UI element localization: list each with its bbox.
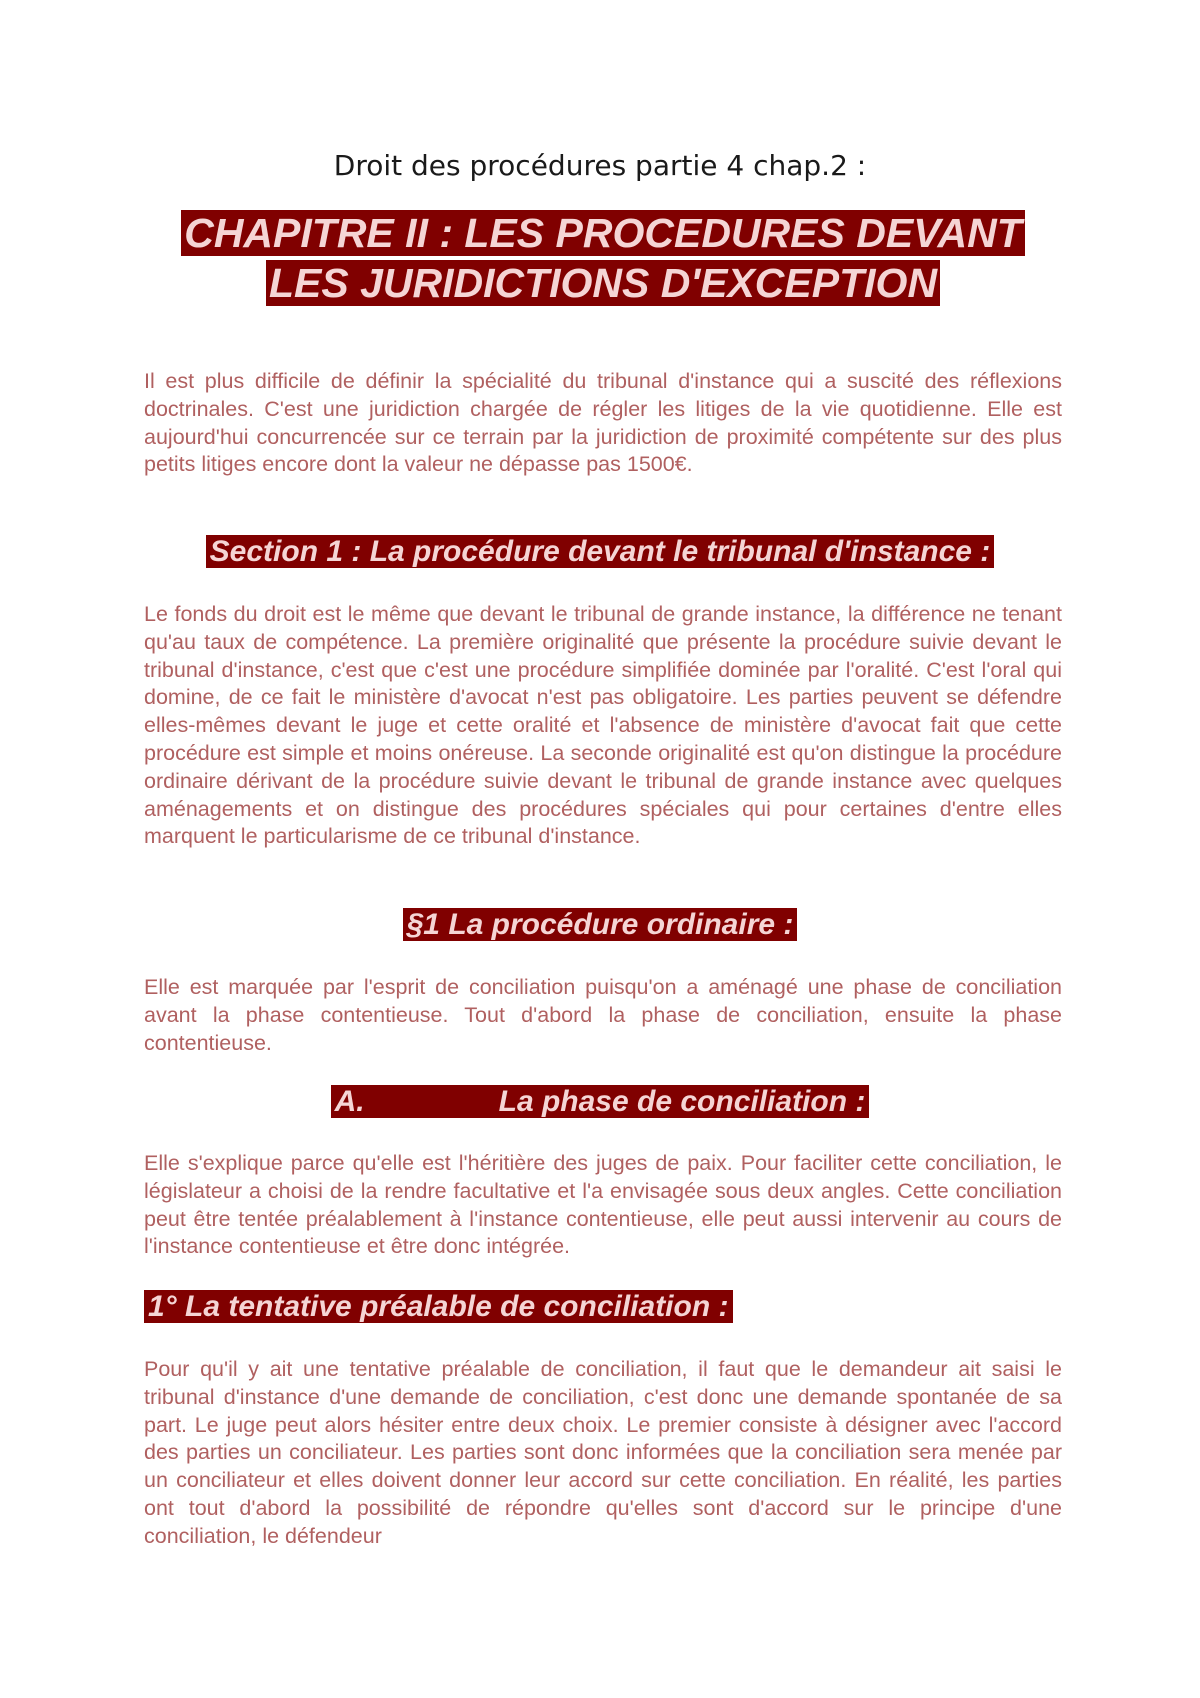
- subsection-a-title: La phase de conciliation :: [498, 1085, 866, 1118]
- subsection-1-paragraph: Pour qu'il y ait une tentative préalable de conciliation, il faut que le demandeur ait saisi le tribunal d'instance d'une demande de conciliation, c'est donc une demande spontanée de sa part. Le juge peut alors hésiter entre deux choix. Le premier consiste à désigner avec l'accord des parties un conciliateur. Les parties sont donc informées que la conciliation sera menée par un conciliateur et elles doivent donner leur accord sur cette conciliation. En réalité, les parties ont tout d'abord la possibilité de répondre qu'elles sont d'accord sur le principe d'une conciliation, le défendeur: [144, 1357, 1062, 1548]
- paragraph-1-heading: [0, 906, 1200, 944]
- section-1-heading: [0, 533, 1200, 571]
- subsection-1-heading: [144, 1288, 733, 1326]
- section-1-heading-text: Section 1 : La procédure devant le tribunal d'instance :: [206, 535, 995, 568]
- chapter-heading-line-2: LES JURIDICTIONS D'EXCEPTION: [266, 260, 940, 306]
- subsection-a-letter: A.: [334, 1085, 365, 1118]
- chapter-heading: [144, 208, 1062, 308]
- section-1-paragraph: Le fonds du droit est le même que devant le tribunal de grande instance, la différence ne tenant qu'au taux de compétence. La première originalité que présente la procédure suivie devant le tribunal d'instance, c'est que c'est une procédure simplifiée dominée par l'oralité. C'est l'oral qui domine, de ce fait le ministère d'avocat n'est pas obligatoire. Les parties peuvent se défendre elles-mêmes devant le juge et cette oralité et l'absence de ministère d'avocat fait que cette procédure est simple et moins onéreuse. La seconde originalité est qu'on distingue la procédure ordinaire dérivant de la procédure suivie devant le tribunal de grande instance avec quelques aménagements et on distingue des procédures spéciales qui pour certaines d'entre elles marquent le particularisme de ce tribunal d'instance.: [144, 602, 1062, 849]
- subsection-a-paragraph: Elle s'explique parce qu'elle est l'héritière des juges de paix. Pour faciliter cette conciliation, le législateur a choisi de la rendre facultative et l'a envisagée sous deux angles. Cette conciliation peut être tentée préalablement à l'instance contentieuse, elle peut aussi intervenir au cours de l'instance contentieuse et être donc intégrée.: [144, 1151, 1062, 1259]
- subsection-a-heading: [0, 1083, 1200, 1121]
- subsection-a-heading-text: [331, 1085, 870, 1118]
- chapter-heading-line-1: CHAPITRE II : LES PROCEDURES DEVANT: [181, 210, 1025, 256]
- subsection-1-heading-text: 1° La tentative préalable de conciliation :: [144, 1290, 733, 1323]
- paragraph-1-text: Elle est marquée par l'esprit de conciliation puisqu'on a aménagé une phase de conciliation avant la phase contentieuse. Tout d'abord la phase de conciliation, ensuite la phase contentieuse.: [144, 975, 1062, 1055]
- document-title: Droit des procédures partie 4 chap.2 :: [333, 149, 867, 182]
- intro-paragraph: Il est plus difficile de définir la spécialité du tribunal d'instance qui a suscité des réflexions doctrinales. C'est une juridiction chargée de régler les litiges de la vie quotidienne. Elle est aujourd'hui concurrencée sur ce terrain par la juridiction de proximité compétente sur des plus petits litiges encore dont la valeur ne dépasse pas 1500€.: [144, 369, 1062, 477]
- paragraph-1-heading-text: §1 La procédure ordinaire :: [403, 908, 798, 941]
